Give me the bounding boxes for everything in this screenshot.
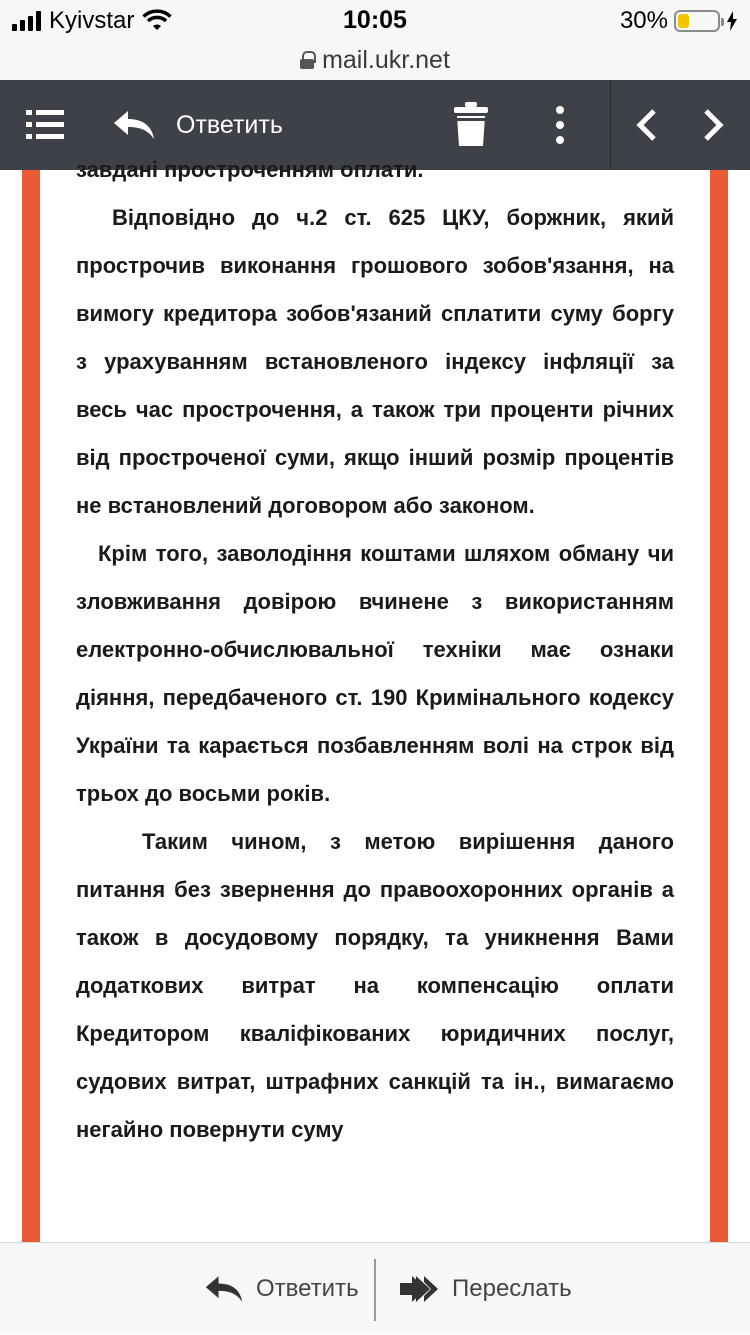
- bottom-action-bar: [0, 1242, 750, 1334]
- battery-percent: 30%: [619, 7, 668, 34]
- next-message-button[interactable]: [694, 80, 734, 170]
- email-body-text: [76, 146, 674, 1154]
- lock-icon: [300, 51, 314, 69]
- bottom-divider: [374, 1259, 376, 1321]
- chevron-right-icon: [704, 109, 724, 141]
- menu-button[interactable]: [22, 80, 68, 170]
- reply-label: Ответить: [176, 110, 283, 139]
- reply-arrow-icon: [112, 109, 156, 141]
- battery-icon: [674, 10, 720, 32]
- email-content[interactable]: [0, 157, 750, 1242]
- carrier-name: Kyivstar: [49, 7, 135, 34]
- forward-double-arrow-icon: [400, 1274, 440, 1304]
- status-bar: [0, 0, 750, 40]
- reply-arrow-icon: [204, 1274, 244, 1304]
- bottom-reply-label: Ответить: [256, 1275, 359, 1302]
- more-vertical-icon: [556, 106, 564, 144]
- paragraph-1: Відповідно до ч.2 ст. 625 ЦКУ, боржник, який прострочив виконання грошового зобов'язання, на вимогу кредитора зобов'язаний сплатити суму боргу з урахуванням встановленого індексу інфляції за весь час прострочення, а також три проценти річних від простроченої суми, якщо інший розмір процентів не встановлений договором або законом.: [76, 205, 674, 518]
- frame-border-left: [22, 170, 40, 1242]
- frame-border-right: [710, 170, 728, 1242]
- battery-group: [620, 7, 738, 35]
- charging-bolt-icon: [726, 11, 738, 31]
- trash-icon: [453, 102, 489, 148]
- forward-label: Переслать: [452, 1275, 572, 1302]
- bottom-reply-button[interactable]: [204, 1243, 359, 1335]
- chevron-left-icon: [636, 109, 656, 141]
- address-bar[interactable]: [0, 40, 750, 80]
- url-text: mail.ukr.net: [322, 45, 450, 74]
- paragraph-3: Таким чином, з метою вирішення даного питання без звернення до правоохоронних органів а також в досудовому порядку, та уникнення Вами додаткових витрат на компенсацію оплати Кредитором кваліфікованих юридичних послуг, судових витрат, штрафних санкцій та ін., вимагаємо негайно повернути суму: [76, 829, 674, 1142]
- forward-button[interactable]: [400, 1243, 572, 1335]
- paragraph-2: Крім того, заволодіння коштами шляхом обману чи зловживання довірою вчинене з використанням електронно-обчислювальної техніки має ознаки діяння, передбаченого ст. 190 Кримінального кодексу України та карається позбавленням волі на строк від трьох до восьми років.: [76, 541, 674, 806]
- clock: 10:05: [343, 6, 407, 34]
- battery-level: [678, 14, 689, 28]
- partial-top-line: завдані простроченням оплати.: [76, 157, 424, 182]
- menu-icon: [26, 110, 64, 140]
